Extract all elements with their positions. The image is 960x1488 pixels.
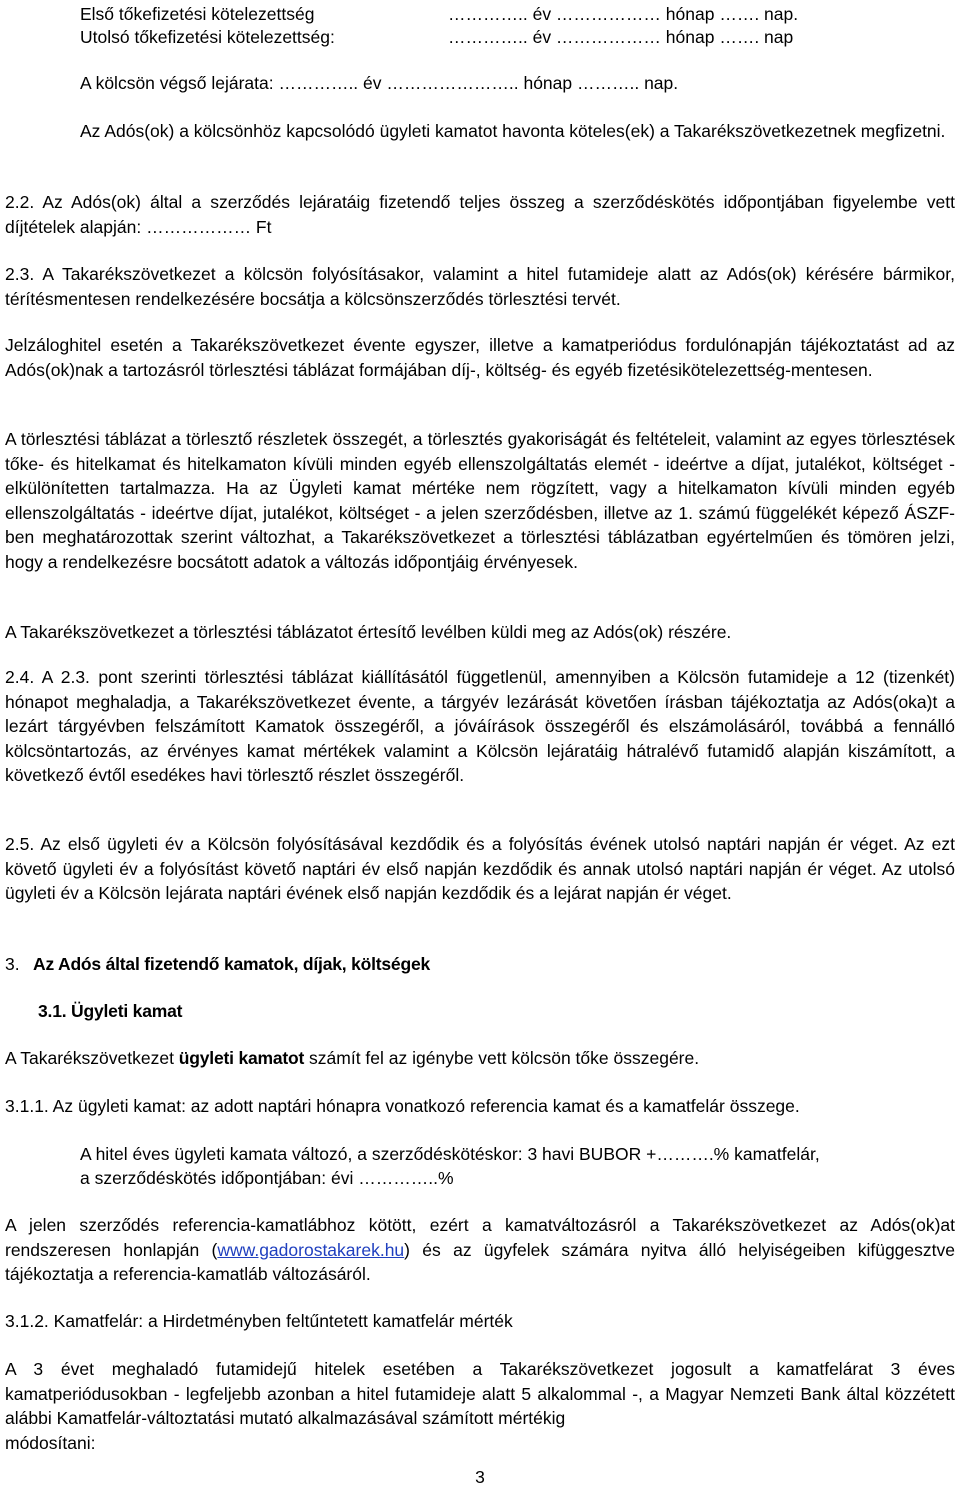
transaction-interest-term: ügyleti kamatot xyxy=(178,1048,305,1068)
section-2-3: 2.3. A Takarékszövetkezet a kölcsön folyósításakor, valamint a hitel futamideje alatt az Adós(ok) kérésére bármikor, térítésmentesen rendelkezésére bocsátja a kölcsönszerződés törlesztési tervét. xyxy=(5,264,955,309)
transaction-interest-post: számít fel az igénybe vett kölcsön tőke összegére. xyxy=(304,1048,700,1068)
bubor-rate-line: A hitel éves ügyleti kamata változó, a szerződéskötéskor: 3 havi BUBOR +……….% kamatfelár, xyxy=(80,1144,820,1164)
website-link[interactable]: www.gadorostakarek.hu xyxy=(217,1239,405,1260)
reference-rate-pre: A jelen szerződés referencia-kamatlábhoz kötött, ezért a kamatváltozásról a Takarékszövetkezet az Adós(ok)at rendszeresen honlapján ( xyxy=(5,1215,955,1260)
interest-payment-note: Az Adós(ok) a kölcsönhöz kapcsolódó ügyleti kamatot havonta köteles(ek) a Takarékszövetkezetnek megfizetni. xyxy=(80,121,946,141)
section-3-1-2: 3.1.2. Kamatfelár: a Hirdetményben feltűntetett kamatfelár mérték xyxy=(5,1311,513,1331)
section-2-2: 2.2. Az Adós(ok) által a szerződés lejáratáig fizetendő teljes összeg a szerződéskötés időpontjában figyelembe vett díjtételek alapján: ……………… Ft xyxy=(5,192,955,237)
contract-rate-line: a szerződéskötés időpontjában: évi …………..% xyxy=(80,1168,454,1188)
last-payment-label: Utolsó tőkefizetési kötelezettség: xyxy=(80,27,335,47)
transaction-interest-pre: A Takarékszövetkezet xyxy=(5,1048,179,1068)
first-payment-label: Első tőkefizetési kötelezettség xyxy=(80,4,315,24)
paragraph-transaction-interest xyxy=(5,1046,699,1070)
section-3-number: 3. xyxy=(5,954,20,974)
section-3-heading: Az Adós által fizetendő kamatok, díjak, költségek xyxy=(33,954,431,974)
paragraph-repayment-table: A törlesztési táblázat a törlesztő részletek összegét, a törlesztés gyakoriságát és feltételeit, valamint az egyes törlesztések tőke- és hitelkamat és hitelkamaton kívüli minden egyéb ellenszolgáltatás elemét - ideértve a díjat, jutalékot, költséget - elkülönítetten tartalmazza. Ha az Ügyleti kamat mértéke nem rögzített, vagy a hitelkamaton kívüli minden egyéb ellenszolgáltatás - ideértve díjat, jutalékot, költséget - a jelen szerződésben, illetve az 1. számú függelékét képező ÁSZF-ben meghatározottak szerint változhat, a Takarékszövetkezet a törlesztési táblázatban egyértelműen és tömören jelzi, hogy a rendelkezésre bocsátott adatok a változás időpontjáig érvényesek. xyxy=(5,429,955,572)
last-payment-date-blank: ………….. év ……………… hónap ……. nap xyxy=(448,27,794,47)
first-payment-date-blank: ………….. év ……………… hónap ……. nap. xyxy=(448,4,799,24)
paragraph-mortgage-info: Jelzáloghitel esetén a Takarékszövetkezet évente egyszer, illetve a kamatperiódus fordulónapján tájékoztatást ad az Adós(ok)nak a tartozásról törlesztési táblázat formájában díj-, költség- és egyéb fizetésikötelezettség-mentesen. xyxy=(5,335,955,380)
paragraph-margin-change: A 3 évet meghaladó futamidejű hitelek esetében a Takarékszövetkezet jogosult a kamatfelárat 3 éves kamatperiódusokban - legfeljebb azonban a hitel futamideje alatt 5 alkalommal -, a Magyar Nemzeti Bank által közzétett alábbi Kamatfelár-változtatási mutató alkalmazásával számított mértékig xyxy=(5,1359,955,1428)
reference-rate-post: ) és az ügyfelek számára nyitva álló helyiségeiben kifüggesztve tájékoztatja a referencia-kamatláb változásáról. xyxy=(5,1239,955,1284)
section-2-4: 2.4. A 2.3. pont szerinti törlesztési táblázat kiállításától függetlenül, amennyiben a Kölcsön futamideje a 12 (tizenkét) hónapot meghaladja, a Takarékszövetkezet évente, a tárgyév lezárását követően írásban tájékoztatja az Adós(oka)t a lezárt tárgyévben felszámított Kamatok összegéről, a jóváírások összegéről és elszámolásáról, továbbá a fennálló kölcsöntartozás, az érvényes kamat mértékek valamint a Kölcsön lejáratáig hátralévő futamidő alapján kiszámított, a következő évtől esedékes havi törlesztő részlet összegéről. xyxy=(5,667,955,785)
section-3-1-heading: 3.1. Ügyleti kamat xyxy=(38,1001,183,1021)
loan-final-maturity: A kölcsön végső lejárata: ………….. év ………………….. hónap ……….. nap. xyxy=(80,73,679,93)
paragraph-reference-rate xyxy=(5,1213,955,1287)
paragraph-notification-letter: A Takarékszövetkezet a törlesztési táblázatot értesítő levélben küldi meg az Adós(ok) részére. xyxy=(5,622,732,642)
page-number: 3 xyxy=(475,1467,485,1487)
section-3-1-1: 3.1.1. Az ügyleti kamat: az adott naptári hónapra vonatkozó referencia kamat és a kamatfelár összege. xyxy=(5,1096,800,1116)
section-2-5: 2.5. Az első ügyleti év a Kölcsön folyósításával kezdődik és a folyósítás évének utolsó naptári napján ér véget. Az ezt követő ügyleti év a folyósítást követő naptári év első napján kezdődik és annak utolsó naptári napján ér véget. Az utolsó ügyleti év a Kölcsön lejárata naptári évének első napján kezdődik és a lejárat napján ér véget. xyxy=(5,834,955,903)
paragraph-margin-change-last: módosítani: xyxy=(5,1433,96,1453)
